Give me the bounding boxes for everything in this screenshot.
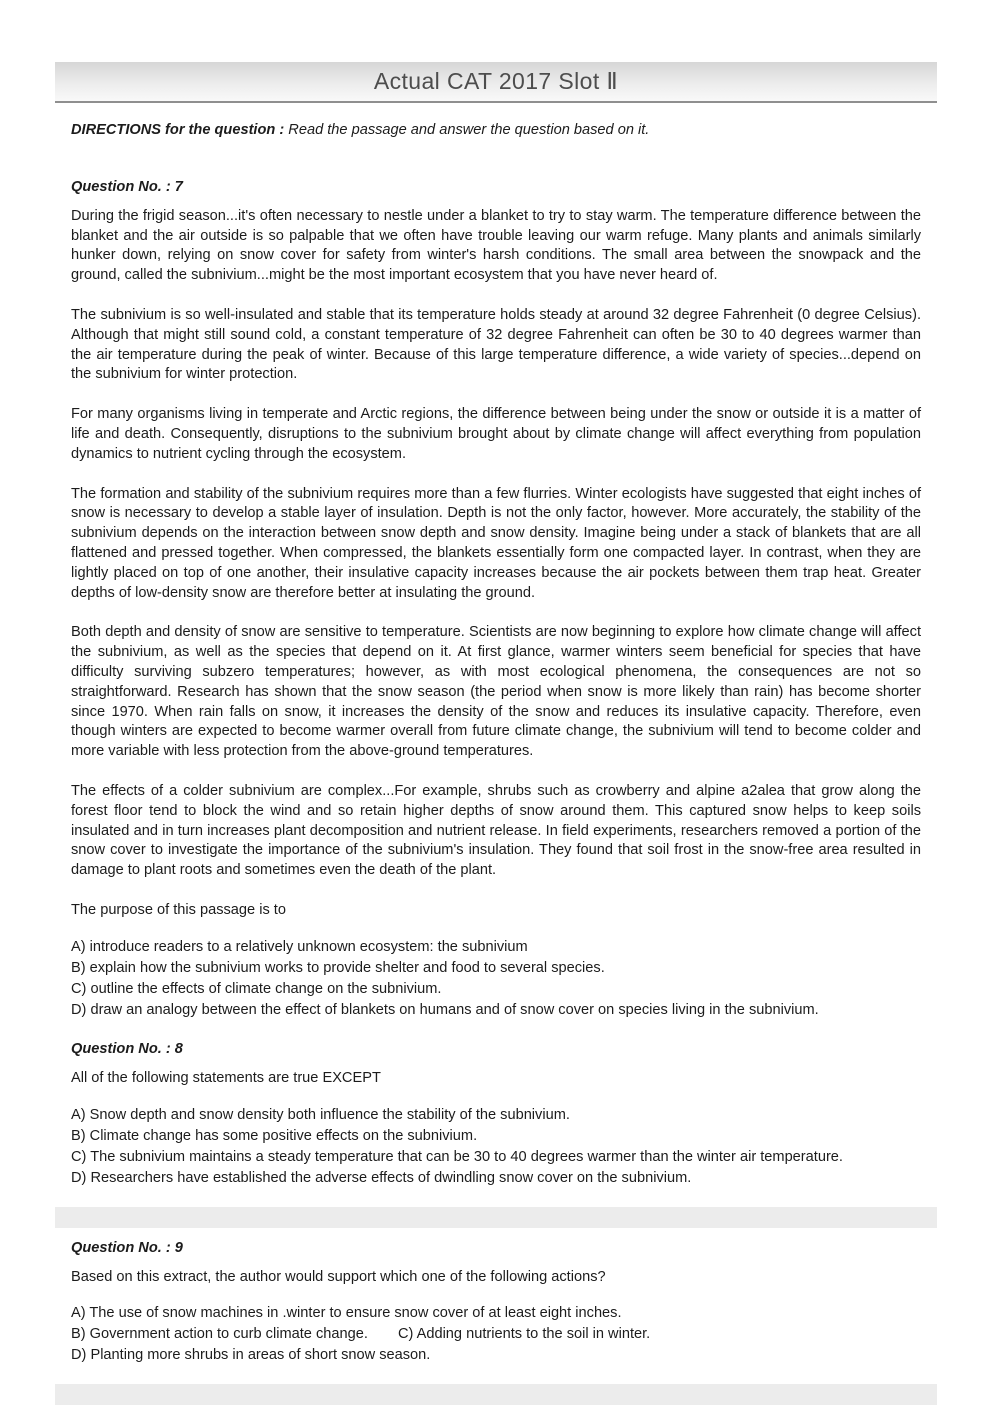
passage-paragraph: The formation and stability of the subnivium requires more than a few flurries. Winter ecologists have suggested that eight inches of snow is necessary to develop a stable layer of insulation. Depth is not the only factor, however. More accurately, the stability of the subnivium depends on the interaction between snow depth and snow density. Imagine being under a stack of blankets that are all flattened and pressed together. When compressed, the blankets essentially form one compacted layer. In contrast, when they are lightly placed on top of one another, their insulative capacity increases because the air pockets between them trap heat. Greater depths of low-density snow are therefore better at insulating the ground. xyxy=(71,485,921,601)
section-divider xyxy=(55,1207,937,1228)
question-8-stem: All of the following statements are true EXCEPT xyxy=(71,1069,381,1086)
question-8-options xyxy=(71,1105,921,1189)
question-9-option-row-bc xyxy=(71,1324,921,1345)
question-7 xyxy=(71,177,921,1021)
question-8-option-b: B) Climate change has some positive effects on the subnivium. xyxy=(71,1127,478,1144)
question-9-heading: Question No. : 9 xyxy=(71,1239,183,1256)
question-9-options xyxy=(71,1303,921,1366)
question-9 xyxy=(71,1238,921,1367)
page xyxy=(55,0,937,1405)
question-9-option-b: B) Government action to curb climate change. xyxy=(71,1326,368,1343)
question-8-option-d: D) Researchers have established the adverse effects of dwindling snow cover on the subnivium. xyxy=(71,1169,692,1186)
directions xyxy=(71,121,921,141)
question-9-option-d: D) Planting more shrubs in areas of short snow season. xyxy=(71,1347,431,1364)
passage-paragraph: During the frigid season...it's often necessary to nestle under a blanket to try to stay warm. The temperature difference between the blanket and the air outside is so palpable that we often have trouble leaving our warm refuge. Many plants and animals similarly hunker down, relying on snow cover for safety from winter's harsh conditions. The small area between the snowpack and the ground, called the subnivium...might be the most important ecosystem that you have never heard of. xyxy=(71,207,921,284)
section-divider xyxy=(55,1384,937,1405)
question-8-heading: Question No. : 8 xyxy=(71,1040,183,1057)
passage-paragraph: For many organisms living in temperate and Arctic regions, the difference between being under the snow or outside it is a matter of life and death. Consequently, disruptions to the subnivium brought about by climate change will affect everything from population dynamics to nutrient cycling through the ecosystem. xyxy=(71,406,921,462)
question-7-heading: Question No. : 7 xyxy=(71,178,183,195)
question-9-option-c: C) Adding nutrients to the soil in winter. xyxy=(397,1326,651,1343)
passage-paragraph: Both depth and density of snow are sensitive to temperature. Scientists are now beginning to explore how climate change will affect the subnivium, as well as the species that depend on it. At first glance, warmer winters seem beneficial for species that have difficulty surviving subzero temperatures; however, as with most ecological phenomena, the consequences are not so straightforward. Research has shown that the snow season (the period when snow is more likely than rain) has become shorter since 1970. When rain falls on snow, it increases the density of the snow and reduces its insulative capacity. Therefore, even though winters are expected to become warmer overall from future climate change, the subnivium will tend to become colder and more variable with less protection from the above-ground temperatures. xyxy=(71,624,921,760)
question-7-option-a: A) introduce readers to a relatively unknown ecosystem: the subnivium xyxy=(71,938,528,955)
directions-label: DIRECTIONS for the question : xyxy=(71,122,285,138)
question-7-option-d: D) draw an analogy between the effect of blankets on humans and of snow cover on species living in the subnivium. xyxy=(71,1001,819,1018)
question-8 xyxy=(71,1039,921,1189)
page-header xyxy=(55,62,937,103)
question-7-option-b: B) explain how the subnivium works to provide shelter and food to several species. xyxy=(71,959,605,976)
passage-paragraph: The effects of a colder subnivium are complex...For example, shrubs such as crowberry and alpine a2alea that grow along the forest floor tend to block the wind and so retain higher depths of snow around them. This captured snow helps to keep soils insulated and in turn increases plant decomposition and nutrient release. In field experiments, researchers removed a portion of the snow cover to investigate the importance of the subnivium's insulation. They found that soil frost in the snow-free area resulted in damage to plant roots and sometimes even the death of the plant. xyxy=(71,782,921,879)
directions-text: Read the passage and answer the question based on it. xyxy=(288,122,650,138)
question-7-option-c: C) outline the effects of climate change on the subnivium. xyxy=(71,980,442,997)
question-7-options xyxy=(71,937,921,1021)
passage-paragraph: The subnivium is so well-insulated and stable that its temperature holds steady at around 32 degree Fahrenheit (0 degree Celsius). Although that might still sound cold, a constant temperature of 32 degree Fahrenheit can often be 30 to 40 degrees warmer than the air temperature during the peak of winter. Because of this large temperature difference, a wide variety of species...depend on the subnivium for winter protection. xyxy=(71,306,921,383)
question-8-option-a: A) Snow depth and snow density both influence the stability of the subnivium. xyxy=(71,1106,570,1123)
question-9-option-a: A) The use of snow machines in .winter to ensure snow cover of at least eight inches. xyxy=(71,1305,622,1322)
document-body xyxy=(55,103,937,1405)
question-8-option-c: C) The subnivium maintains a steady temperature that can be 30 to 40 degrees warmer than the winter air temperature. xyxy=(71,1148,843,1165)
question-7-stem: The purpose of this passage is to xyxy=(71,901,286,918)
page-title: Actual CAT 2017 Slot Ⅱ xyxy=(373,68,619,94)
question-9-stem: Based on this extract, the author would support which one of the following actions? xyxy=(71,1268,606,1285)
